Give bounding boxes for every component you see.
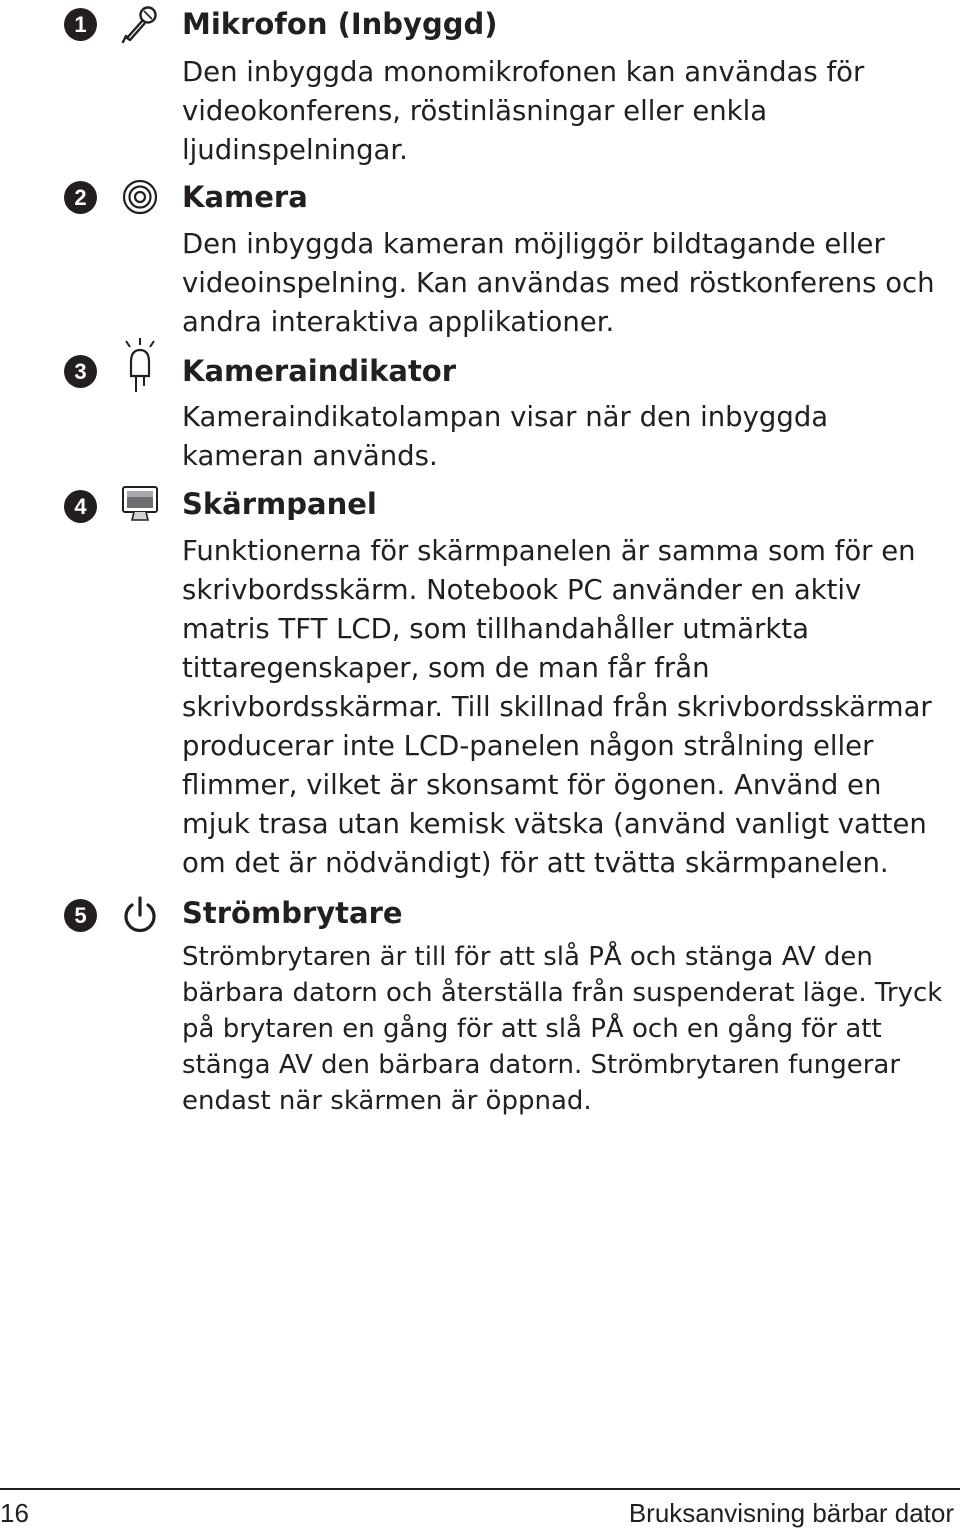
item-description: Strömbrytaren är till för att slå PÅ och stänga AV den bärbara datorn och återställa från suspenderat läge. Tryck på brytaren en gång för att slå PÅ och en gång för att stänga AV den bärbara datorn. Strömbrytaren fungerar endast när skärmen är öppnad. [182,942,943,1116]
item-title: Kameraindikator [182,354,457,388]
footer-divider [0,1488,960,1490]
item-description: Funktionerna för skärmpanelen är samma som för en skrivbordsskärm. Notebook PC använder en aktiv matris TFT LCD, som tillhandahåller utmärkta tittaregenskaper, som de man får från skrivbordsskärmar. Till skillnad från skrivbordsskärmar producerar inte LCD-panelen någon strålning eller flimmer, vilket är skonsamt för ögonen. Använd en mjuk trasa utan kemisk vätska (använd vanligt vatten om det är nödvändigt) för att tvätta skärmpanelen. [182,535,932,879]
item-number-badge: 2 [64,181,97,214]
item-title: Mikrofon (Inbyggd) [182,7,498,41]
manual-title: Bruksanvisning bärbar dator [628,1498,954,1528]
item-description: Kameraindikatolampan visar när den inbyggda kameran används. [182,401,829,472]
camera-icon [118,175,162,219]
page-number: 16 [0,1498,29,1528]
item-title: Kamera [182,180,308,214]
item-number-badge: 4 [64,490,97,523]
item-title: Skärmpanel [182,487,377,521]
item-number-badge: 1 [64,8,97,41]
item-title: Strömbrytare [182,896,403,930]
microphone-icon [118,2,162,46]
item-description: Den inbyggda kameran möjliggör bildtagande eller videoinspelning. Kan användas med röstkonferens och andra interaktiva applikationer. [182,228,935,338]
item-description: Den inbyggda monomikrofonen kan användas för videokonferens, röstinläsningar eller enkla ljudinspelningar. [182,56,865,166]
display-panel-icon [118,482,162,526]
power-icon [118,893,162,937]
item-number-badge: 3 [64,355,97,388]
camera-indicator-led-icon [118,336,162,396]
item-number-badge: 5 [64,899,97,932]
